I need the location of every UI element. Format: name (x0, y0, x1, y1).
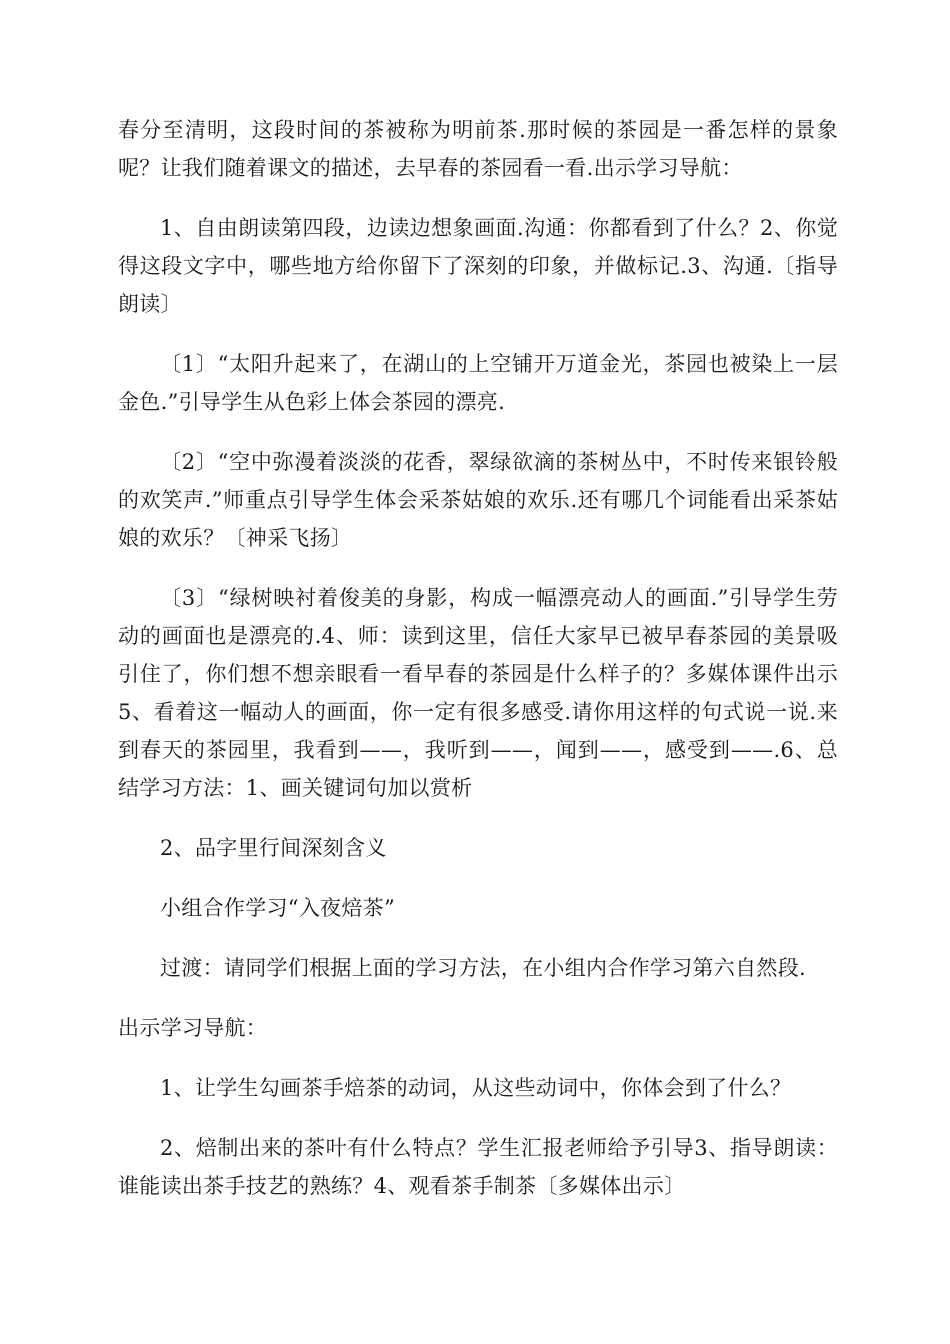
paragraph: 春分至清明，这段时间的茶被称为明前茶.那时候的茶园是一番怎样的景象呢？让我们随着课文的描述，去早春的茶园看一看.出示学习导航： (118, 118, 838, 180)
document-body (118, 111, 838, 1227)
paragraph: 2、品字里行间深刻含义 (160, 836, 387, 860)
paragraph: 过渡：请同学们根据上面的学习方法，在小组内合作学习第六自然段. (160, 956, 806, 980)
paragraph: 〔3〕“绿树映衬着俊美的身影，构成一幅漂亮动人的画面.”引导学生劳动的画面也是漂亮的.4、师：读到这里，信任大家早已被早春茶园的美景吸引住了，你们想不想亲眼看一看早春的茶园是什么样子的？多媒体课件出示5、看着这一幅动人的画面，你一定有很多感受.请你用这样的句式说一说.来到春天的茶园里，我看到——，我听到——，闻到——，感受到——.6、总结学习方法：1、画关键词句加以赏析 (118, 586, 838, 800)
paragraph: 2、焙制出来的茶叶有什么特点？学生汇报老师给予引导3、指导朗读：谁能读出茶手技艺的熟练？4、观看茶手制茶〔多媒体出示〕 (118, 1136, 838, 1198)
paragraph: 小组合作学习“入夜焙茶” (160, 896, 396, 920)
paragraph: 1、自由朗读第四段，边读边想象画面.沟通：你都看到了什么？2、你觉得这段文字中，哪些地方给你留下了深刻的印象，并做标记.3、沟通.〔指导朗读〕 (118, 216, 838, 316)
paragraph: 1、让学生勾画茶手焙茶的动词，从这些动词中，你体会到了什么？ (160, 1076, 792, 1100)
paragraph: 出示学习导航： (118, 1016, 268, 1040)
paragraph: 〔2〕“空中弥漫着淡淡的花香，翠绿欲滴的茶树丛中，不时传来银铃般的欢笑声.”师重点引导学生体会采茶姑娘的欢乐.还有哪几个词能看出采茶姑娘的欢乐？〔神采飞扬〕 (118, 450, 838, 550)
paragraph: 〔1〕“太阳升起来了，在湖山的上空铺开万道金光，茶园也被染上一层金色.”引导学生从色彩上体会茶园的漂亮. (118, 352, 838, 414)
